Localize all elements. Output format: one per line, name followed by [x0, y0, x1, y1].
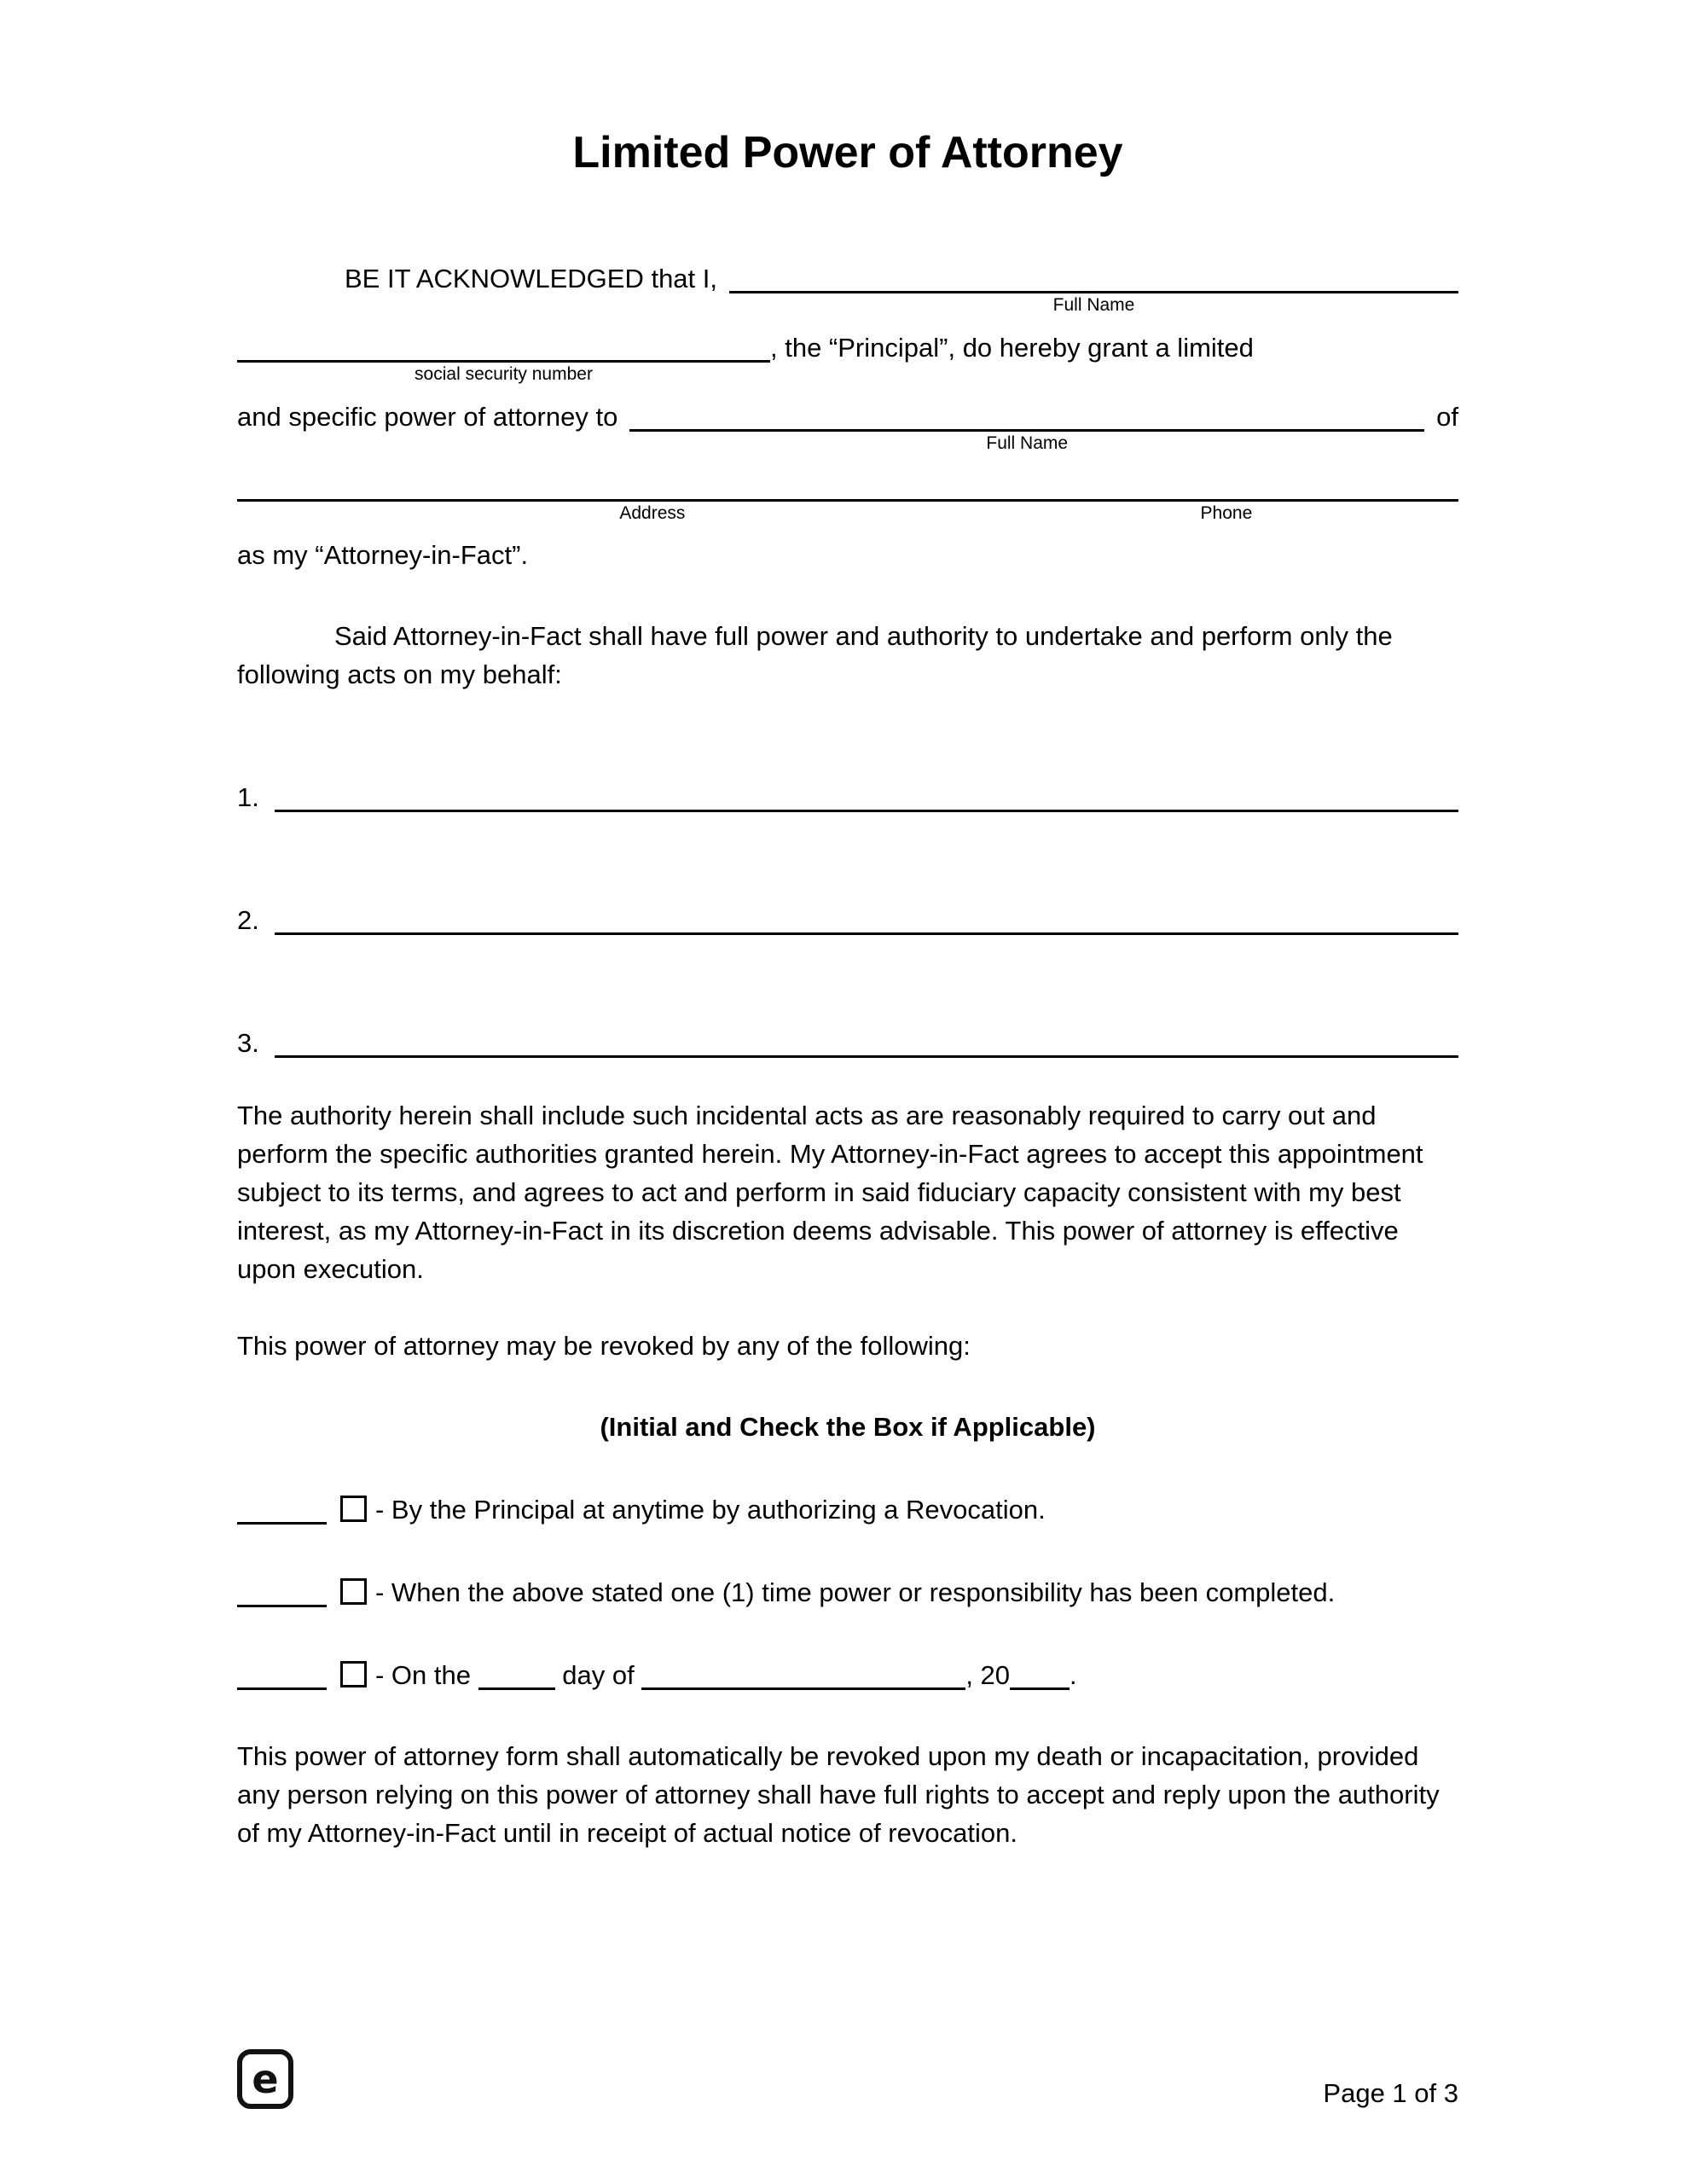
agent-name-blank[interactable] — [629, 400, 1424, 453]
phone-field-label: Phone — [1200, 503, 1253, 523]
principal-clause-text: , the “Principal”, do hereby grant a limited — [770, 333, 1254, 363]
revocation-option-3-suffix: . — [1070, 1660, 1077, 1690]
act-number-3: 3. — [237, 1028, 259, 1058]
page-footer — [237, 2049, 1458, 2109]
initial-check-heading: (Initial and Check the Box if Applicable) — [600, 1412, 1096, 1442]
ssn-field-label: social security number — [415, 364, 593, 384]
incidental-authority-paragraph: The authority herein shall include such incidental acts as are reasonably required to carry out and perform the specific authorities granted herein. My Attorney-in-Fact agrees to accept this appointment subject to its terms, and agrees to act and perform in said fiduciary capacity consistent with my best interest, as my Attorney-in-Fact in its discretion deems advisable. This power of attorney is effective upon execution. — [237, 1101, 1423, 1284]
day-blank[interactable] — [478, 1687, 555, 1690]
attorney-in-fact-closing: as my “Attorney-in-Fact”. — [237, 540, 529, 570]
revocation-intro-paragraph: This power of attorney may be revoked by any of the following: — [237, 1331, 971, 1361]
address-field-label: Address — [619, 503, 686, 523]
act-row-2 — [237, 897, 1458, 939]
act-row-3 — [237, 1020, 1458, 1062]
principal-acknowledgement-row — [237, 256, 1458, 315]
year-blank[interactable] — [1010, 1687, 1070, 1690]
act-number-2: 2. — [237, 905, 259, 935]
authority-intro-paragraph: Said Attorney-in-Fact shall have full power and authority to undertake and perform only the following acts on my behalf: — [237, 621, 1393, 689]
auto-revocation-paragraph: This power of attorney form shall automatically be revoked upon my death or incapacitation, provided any person relying on this power of attorney shall have full rights to accept and reply upon the authority of my Attorney-in-Fact until in receipt of actual notice of revocation. — [237, 1741, 1440, 1848]
revocation-checkbox-1[interactable] — [340, 1496, 367, 1522]
month-blank[interactable] — [641, 1687, 965, 1690]
initial-blank-1[interactable] — [237, 1521, 327, 1525]
act-2-blank[interactable] — [275, 903, 1458, 935]
eforms-logo — [237, 2049, 293, 2109]
revocation-option-1-text: - By the Principal at anytime by authorizing a Revocation. — [375, 1495, 1046, 1525]
act-3-blank[interactable] — [275, 1026, 1458, 1058]
address-phone-blank[interactable] — [237, 463, 1458, 523]
document-content — [237, 126, 1458, 1852]
of-text: of — [1436, 402, 1458, 432]
initial-blank-3[interactable] — [237, 1687, 327, 1690]
eforms-logo-letter: e — [252, 2056, 279, 2102]
ssn-row — [237, 325, 1458, 384]
revocation-checkbox-2[interactable] — [340, 1578, 367, 1605]
revocation-option-3-middle: day of — [562, 1660, 635, 1690]
act-1-blank[interactable] — [275, 781, 1458, 812]
agent-name-row — [237, 394, 1458, 453]
act-row-1 — [237, 775, 1458, 816]
agent-name-field-label: Full Name — [986, 433, 1069, 453]
acknowledgement-lead-text: BE IT ACKNOWLEDGED that I, — [345, 264, 717, 293]
principal-name-blank[interactable] — [729, 262, 1458, 315]
principal-name-field-label: Full Name — [1052, 295, 1135, 315]
initial-blank-2[interactable] — [237, 1604, 327, 1607]
revocation-checkbox-3[interactable] — [340, 1661, 367, 1687]
ssn-blank[interactable] — [237, 331, 770, 384]
page-indicator: Page 1 of 3 — [1323, 2078, 1458, 2108]
document-title: Limited Power of Attorney — [572, 128, 1123, 177]
act-number-1: 1. — [237, 782, 259, 812]
revocation-option-2 — [237, 1573, 1458, 1612]
revocation-option-3-year-prefix: , 20 — [965, 1660, 1011, 1690]
revocation-option-3-prefix: - On the — [375, 1660, 471, 1690]
revocation-option-1 — [237, 1490, 1458, 1529]
grant-lead-text: and specific power of attorney to — [237, 402, 618, 432]
revocation-option-3 — [237, 1656, 1458, 1694]
revocation-option-2-text: - When the above stated one (1) time power or responsibility has been completed. — [375, 1577, 1336, 1607]
